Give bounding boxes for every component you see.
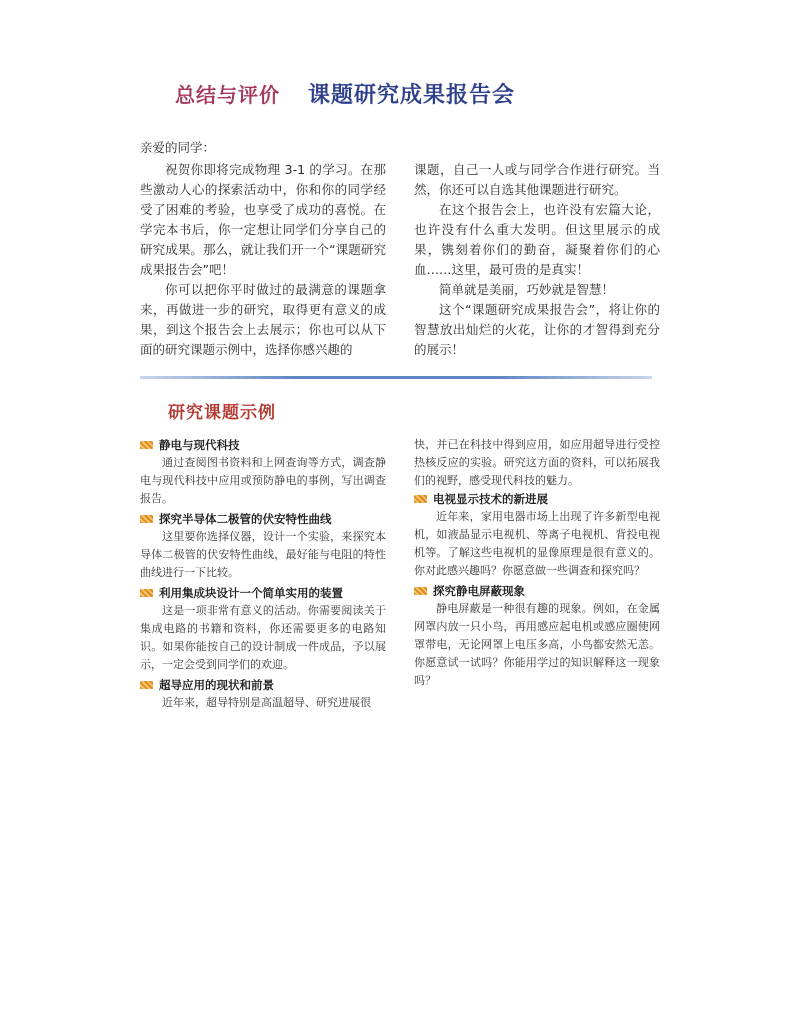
example-body-continuation: 快，并已在科技中得到应用，如应用超导进行受控热核反应的实验。研究这方面的资料，可以拓展我们的视野，感受现代科技的魅力。 bbox=[414, 438, 660, 487]
examples-right-column bbox=[414, 436, 660, 714]
bullet-icon bbox=[140, 681, 153, 689]
example-item bbox=[414, 582, 660, 690]
example-body: 静电屏蔽是一种很有趣的现象。例如，在金属网罩内放一只小鸟，再用感应起电机或感应圈使网罩带电，无论网罩上电压多高，小鸟都安然无恙。你愿意试一试吗？你能用学过的知识解释这一现象吗？ bbox=[414, 602, 660, 687]
bullet-icon bbox=[414, 587, 427, 595]
example-body: 通过查阅图书资料和上网查询等方式，调查静电与现代科技中应用或预防静电的事例，写出调查报告。 bbox=[140, 456, 386, 505]
example-body: 近年来，超导特别是高温超导、研究进展很 bbox=[162, 696, 371, 709]
example-item bbox=[414, 490, 660, 580]
intro-paragraph: 在这个报告会上，也许没有宏篇大论，也许没有什么重大发明。但这里展示的成果，镌刻着你们的勤奋，凝聚着你们的心血……这里，最可贵的是真实！ bbox=[414, 202, 660, 277]
section-divider bbox=[140, 376, 652, 379]
example-title: 探究静电屏蔽现象 bbox=[433, 584, 525, 598]
greeting: 亲爱的同学： bbox=[140, 140, 216, 155]
page-title: 课题研究成果报告会 bbox=[308, 83, 516, 108]
example-title: 探究半导体二极管的伏安特性曲线 bbox=[159, 512, 332, 526]
example-title: 利用集成块设计一个简单实用的装置 bbox=[159, 586, 343, 600]
example-title: 超导应用的现状和前景 bbox=[159, 678, 274, 692]
example-item bbox=[140, 584, 386, 674]
example-item bbox=[140, 676, 386, 712]
example-item bbox=[140, 436, 386, 508]
bullet-icon bbox=[140, 589, 153, 597]
intro-letter bbox=[140, 138, 660, 360]
page-header bbox=[175, 78, 515, 114]
example-body: 这是一项非常有意义的活动。你需要阅读关于集成电路的书籍和资料，你还需要更多的电路知识。如果你能按自己的设计制成一件成品，予以展示，一定会受到同学们的欢迎。 bbox=[140, 604, 386, 671]
section-title: 研究课题示例 bbox=[168, 403, 276, 423]
intro-paragraph-continuation: 课题，自己一人或与同学合作进行研究。当然，你还可以自选其他课题进行研究。 bbox=[414, 162, 660, 197]
example-item bbox=[140, 510, 386, 582]
examples-left-column bbox=[140, 436, 386, 714]
intro-paragraph: 你可以把你平时做过的最满意的课题拿来，再做进一步的研究，取得更有意义的成果，到这个报告会上去展示；你也可以从下面的研究课题示例中，选择你感兴趣的 bbox=[140, 282, 386, 357]
example-title: 静电与现代科技 bbox=[159, 438, 240, 452]
example-title: 电视显示技术的新进展 bbox=[433, 492, 548, 506]
example-body: 近年来，家用电器市场上出现了许多新型电视机，如液晶显示电视机、等离子电视机、背投电视机等。了解这些电视机的显像原理是很有意义的。你对此感兴趣吗？你愿意做一些调查和探究吗？ bbox=[414, 510, 660, 577]
intro-left-column bbox=[140, 160, 386, 360]
example-body: 这里要你选择仪器，设计一个实验，来探究本导体二极管的伏安特性曲线，最好能与电阻的特性曲线进行一下比较。 bbox=[140, 530, 386, 579]
bullet-icon bbox=[140, 441, 153, 449]
header-section-label: 总结与评价 bbox=[175, 83, 280, 107]
intro-paragraph: 这个“课题研究成果报告会”，将让你的智慧放出灿烂的火花，让你的才智得到充分的展示！ bbox=[414, 302, 660, 357]
example-topics bbox=[140, 436, 660, 714]
bullet-icon bbox=[414, 495, 427, 503]
intro-paragraph: 祝贺你即将完成物理 3-1 的学习。在那些激动人心的探索活动中，你和你的同学经受了困难的考验，也享受了成功的喜悦。在学完本书后，你一定想让同学们分享自己的研究成果。那么，就让我们开一个“课题研究成果报告会”吧！ bbox=[140, 162, 386, 277]
intro-right-column bbox=[414, 160, 660, 360]
bullet-icon bbox=[140, 515, 153, 523]
intro-paragraph: 简单就是美丽，巧妙就是智慧！ bbox=[439, 282, 615, 297]
